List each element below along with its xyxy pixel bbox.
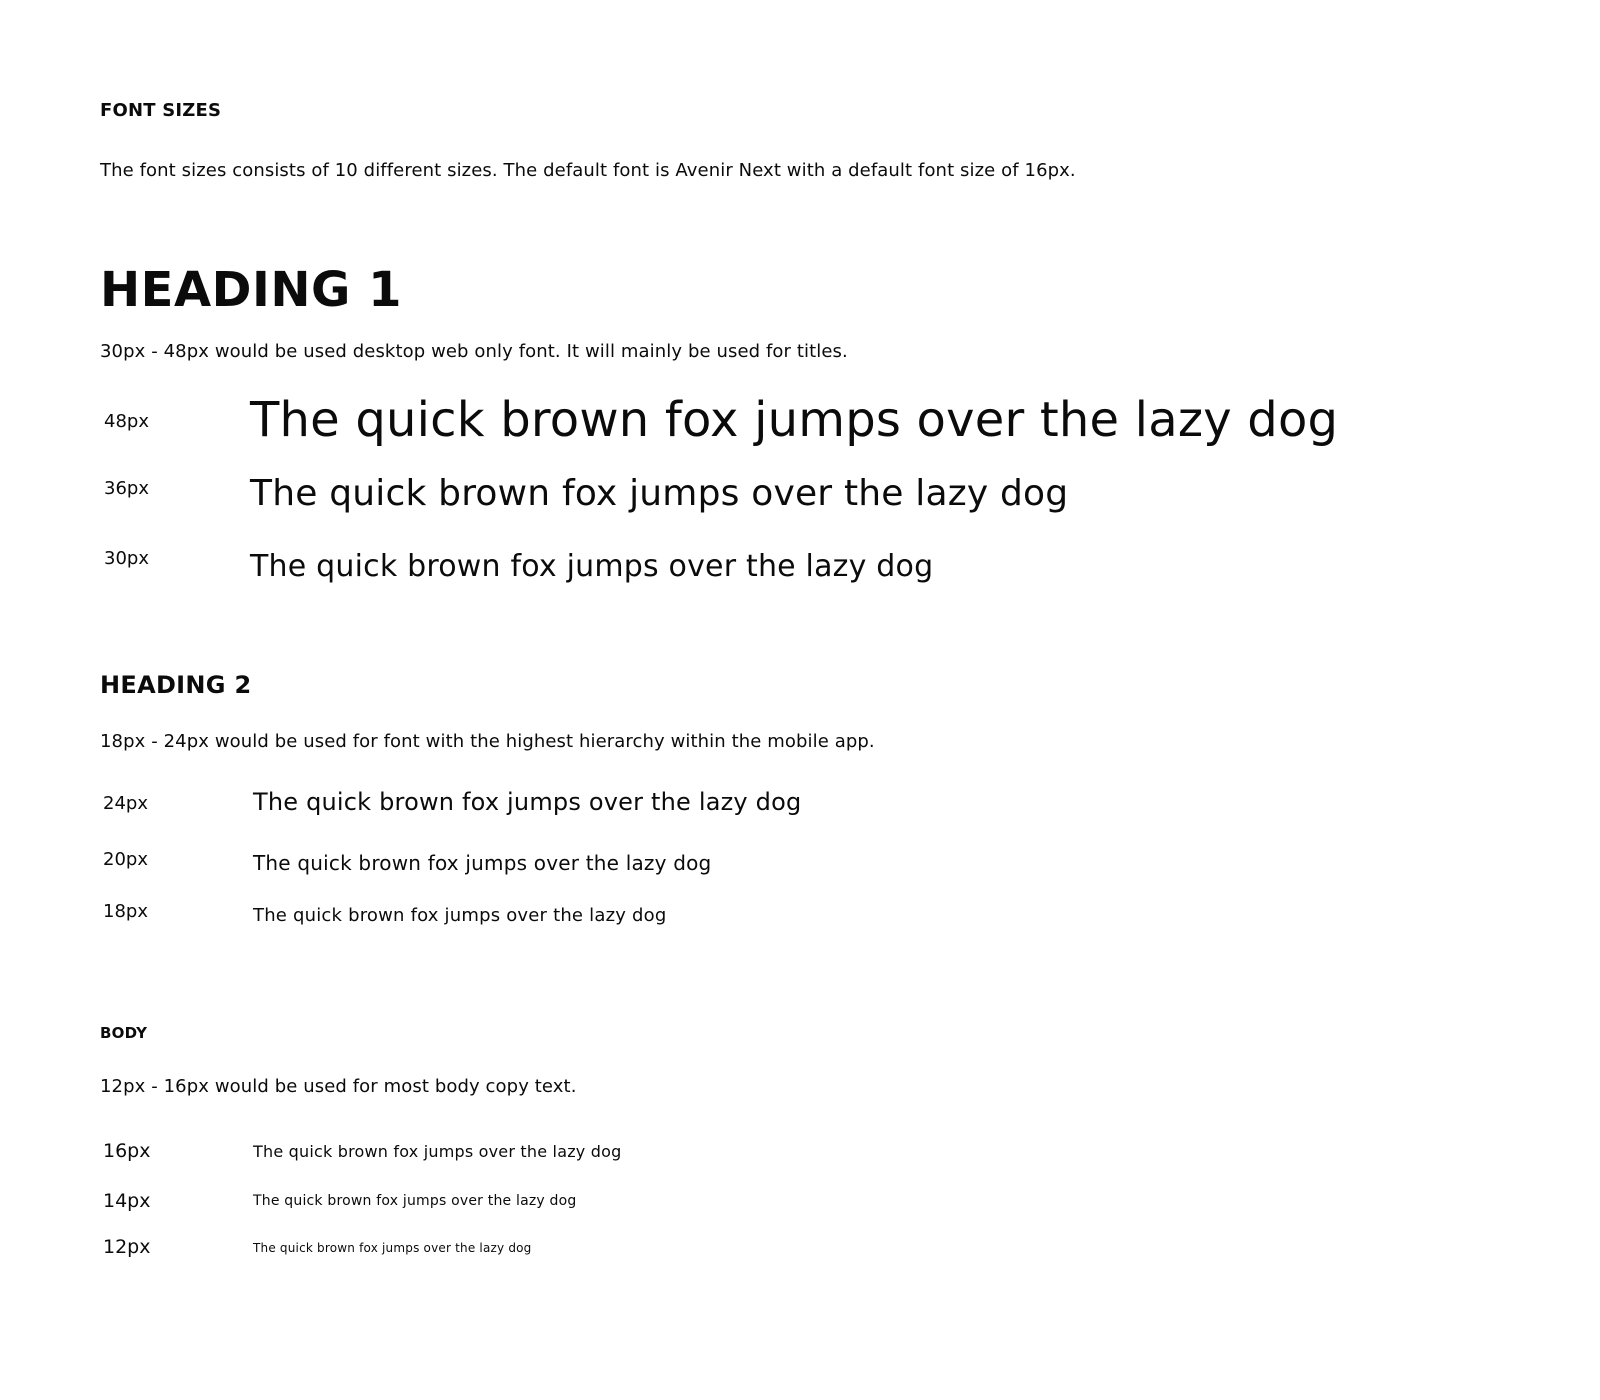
size-label-12: 12px (103, 1236, 151, 1258)
size-label-48: 48px (104, 411, 149, 432)
font-sizes-description: The font sizes consists of 10 different sizes. The default font is Avenir Next with a default font size of 16px. (100, 160, 1076, 181)
font-sizes-title: FONT SIZES (100, 100, 222, 121)
heading-1-description: 30px - 48px would be used desktop web only font. It will mainly be used for titles. (100, 341, 848, 362)
heading-2-description: 18px - 24px would be used for font with the highest hierarchy within the mobile app. (100, 731, 875, 752)
sample-text-24: The quick brown fox jumps over the lazy dog (253, 788, 802, 816)
sample-text-18: The quick brown fox jumps over the lazy dog (253, 905, 667, 926)
sample-text-36: The quick brown fox jumps over the lazy dog (250, 473, 1069, 514)
sample-text-20: The quick brown fox jumps over the lazy dog (253, 851, 712, 875)
size-label-36: 36px (104, 478, 149, 499)
sample-text-16: The quick brown fox jumps over the lazy dog (253, 1142, 622, 1161)
size-label-14: 14px (103, 1190, 151, 1212)
size-label-24: 24px (103, 793, 148, 814)
size-label-18: 18px (103, 901, 148, 922)
sample-text-14: The quick brown fox jumps over the lazy dog (253, 1193, 577, 1209)
body-description: 12px - 16px would be used for most body copy text. (100, 1076, 577, 1097)
size-label-30: 30px (104, 548, 149, 569)
heading-1-title: HEADING 1 (100, 262, 402, 318)
size-label-16: 16px (103, 1140, 151, 1162)
body-title: BODY (100, 1024, 148, 1042)
size-label-20: 20px (103, 849, 148, 870)
sample-text-12: The quick brown fox jumps over the lazy dog (253, 1241, 532, 1255)
heading-2-title: HEADING 2 (100, 671, 252, 699)
sample-text-30: The quick brown fox jumps over the lazy dog (250, 549, 934, 584)
sample-text-48: The quick brown fox jumps over the lazy dog (250, 392, 1339, 448)
